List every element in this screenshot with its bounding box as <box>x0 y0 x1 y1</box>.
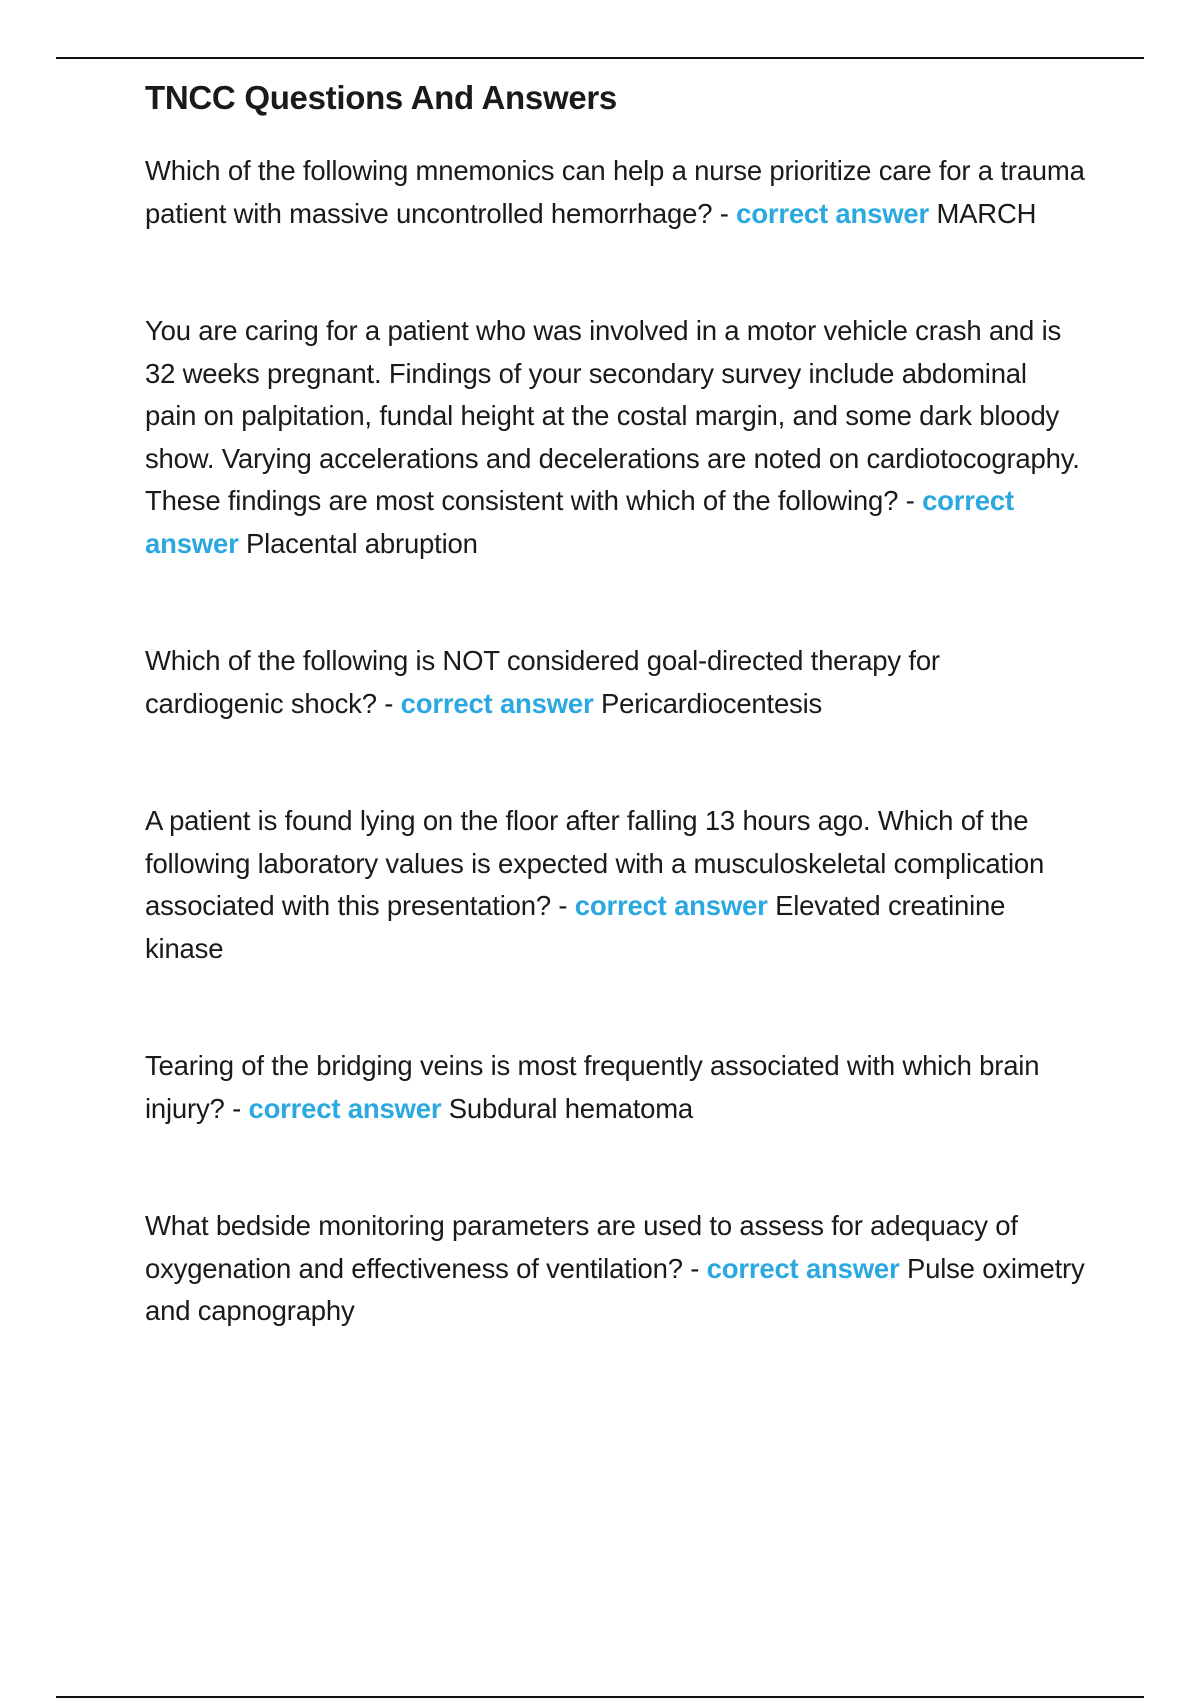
correct-answer-label: correct answer <box>400 687 594 719</box>
qa-item <box>145 1205 1085 1333</box>
answer-text: Subdural hematoma <box>448 1092 694 1124</box>
top-rule <box>56 57 1144 59</box>
correct-answer-label: correct answer <box>736 197 929 229</box>
answer-text: Placental abruption <box>246 527 478 559</box>
question-text: You are caring for a patient who was involved in a motor vehicle crash and is 32 weeks pregnant. Findings of your secondary survey include abdominal pain on palpitation, fundal height at the costal margin, and some dark bloody show. Varying accelerations and decelerations are noted on cardiotocography. These findings are most consistent with which of the following? <box>145 315 1080 516</box>
correct-answer-label: correct answer <box>145 485 1014 559</box>
qa-item <box>145 310 1085 565</box>
separator: - <box>682 1252 707 1284</box>
separator: - <box>712 197 737 229</box>
separator: - <box>224 1092 249 1124</box>
qa-item <box>145 1045 1085 1130</box>
answer-text: Elevated creatinine kinase <box>145 890 1006 964</box>
document-body <box>145 72 1085 1408</box>
question-text: A patient is found lying on the floor after falling 13 hours ago. Which of the following laboratory values is expected with a musculoskeletal complication associated with this presentation? <box>145 805 1045 921</box>
question-text: Which of the following mnemonics can help a nurse prioritize care for a trauma patient with massive uncontrolled hemorrhage? <box>145 155 1085 229</box>
correct-answer-label: correct answer <box>574 890 768 921</box>
page-title: TNCC Questions And Answers <box>145 79 617 116</box>
bottom-rule <box>56 1696 1144 1698</box>
qa-item <box>145 800 1085 970</box>
answer-text: Pericardiocentesis <box>600 687 823 719</box>
separator: - <box>376 687 401 719</box>
qa-item <box>145 640 1085 725</box>
separator: - <box>898 485 923 516</box>
answer-text: MARCH <box>936 197 1037 229</box>
question-text: Tearing of the bridging veins is most frequently associated with which brain injury? <box>145 1050 1040 1124</box>
separator: - <box>550 890 575 921</box>
qa-item <box>145 150 1085 235</box>
correct-answer-label: correct answer <box>248 1092 442 1124</box>
correct-answer-label: correct answer <box>706 1252 900 1284</box>
question-text: Which of the following is NOT considered goal-directed therapy for cardiogenic shock? <box>145 645 940 719</box>
question-text: What bedside monitoring parameters are used to assess for adequacy of oxygenation and effectiveness of ventilation? <box>145 1210 1018 1284</box>
answer-text: Pulse oximetry and capnography <box>145 1252 1085 1326</box>
